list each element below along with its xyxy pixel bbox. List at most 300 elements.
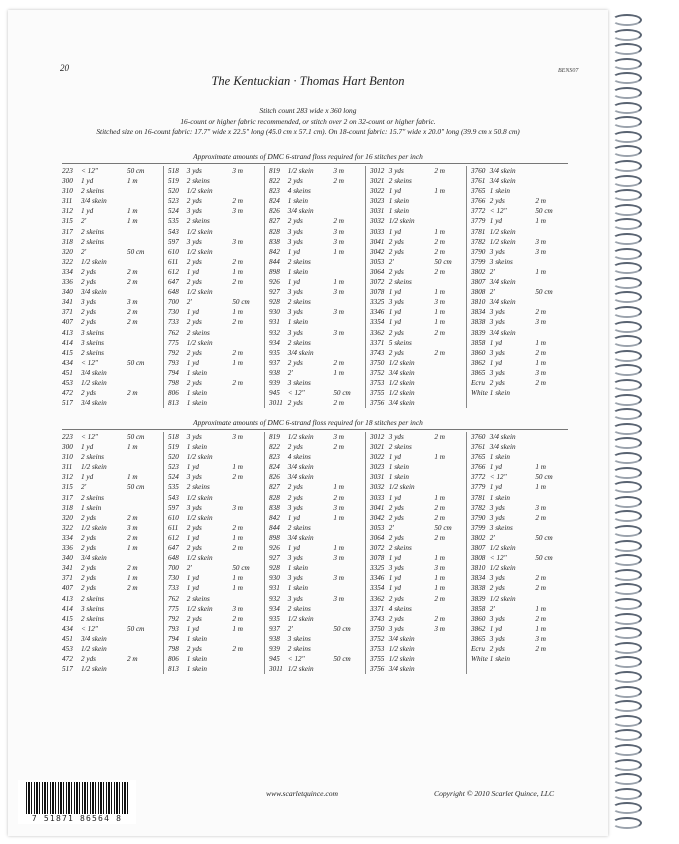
dmc-code: 827 [269,483,280,492]
floss-row [168,543,264,553]
floss-amount: 1 skein [81,503,102,512]
floss-metric: 1 m [434,288,445,297]
floss-amount: 1 skein [388,473,409,482]
floss-metric: 2 m [232,473,243,482]
dmc-code: 3838 [471,584,486,593]
floss-row [471,206,567,216]
floss-metric [232,493,264,503]
dmc-code: 334 [62,267,73,276]
dmc-code: 518 [168,167,179,175]
floss-metric [127,493,159,503]
floss-amount: 1 skein [287,584,308,593]
floss-metric [434,216,466,226]
floss-row [62,388,163,398]
dmc-code: 312 [62,473,73,482]
floss-amount: 1 yd [186,574,199,583]
floss-metric [127,452,159,462]
floss-amount: 2 yds [81,584,96,593]
floss-metric: 2 m [333,177,344,186]
floss-amount: 2' [81,247,87,256]
floss-metric [333,267,365,277]
spiral-coil [612,321,642,333]
floss-metric [434,472,466,482]
floss-metric [333,523,365,533]
floss-metric: 1 m [535,217,546,226]
floss-amount: 2 yds [388,247,404,256]
floss-metric: 50 cm [232,298,250,307]
dmc-code: 3860 [471,348,486,357]
catalog-page [8,10,608,836]
floss-amount: 3 yds [186,167,202,175]
dmc-code: 3023 [370,463,385,472]
floss-metric [535,297,567,307]
floss-row [471,493,567,503]
floss-amount: 1 yd [287,513,300,522]
floss-metric [333,664,365,674]
floss-amount: 1 yd [388,308,401,317]
floss-row [269,166,365,176]
floss-row [370,206,466,216]
floss-amount: 2 yds [81,544,96,553]
floss-metric [535,277,567,287]
floss-row [62,432,163,442]
floss-metric: 2 m [434,167,445,175]
floss-metric [434,358,466,368]
floss-metric [333,634,365,644]
spiral-coil [612,554,642,566]
floss-amount: 1 yd [287,544,300,553]
floss-row [471,257,567,267]
floss-metric: 2 m [434,348,445,357]
floss-row [62,634,163,644]
floss-amount: 1 yd [489,217,502,226]
floss-amount: 1/2 skein [489,544,516,553]
floss-metric: 3 m [232,237,243,246]
floss-amount: 1 skein [489,655,510,664]
floss-row [168,563,264,573]
floss-metric [535,563,567,573]
dmc-code: 844 [269,257,280,266]
floss-row [62,624,163,634]
floss-row [168,247,264,257]
floss-metric [232,247,264,257]
floss-metric: 2 m [535,584,546,593]
floss-amount: 2 skeins [81,594,104,603]
floss-row [168,388,264,398]
floss-amount: 2 yds [186,544,202,553]
floss-row [471,594,567,604]
floss-amount: 1 yd [388,318,401,327]
floss-row [471,654,567,664]
dmc-code: 610 [168,513,179,522]
dmc-code: 3064 [370,267,385,276]
dmc-code: 543 [168,493,179,502]
floss-row [471,166,567,176]
floss-amount: 3 skeins [287,634,311,643]
floss-amount: 2 skeins [186,177,210,186]
floss-metric: 1 m [535,483,546,492]
dmc-code: Ecru [471,378,485,387]
floss-amount: 2 yds [81,278,96,287]
dmc-code: 3354 [370,318,385,327]
dmc-code: 648 [168,554,179,563]
floss-amount: 1 yd [186,533,199,542]
floss-amount: 2 yds [388,513,404,522]
floss-amount: 3/4 skein [489,328,516,337]
floss-metric: 50 cm [535,288,553,297]
dmc-code: 519 [168,443,179,452]
floss-amount: 1 skein [388,197,409,206]
floss-amount: 3/4 skein [489,433,516,441]
floss-row [168,368,264,378]
floss-amount: 2 skeins [81,227,104,236]
floss-metric [232,553,264,563]
floss-row [269,237,365,247]
floss-metric [333,462,365,472]
dmc-code: 935 [269,614,280,623]
floss-row [471,287,567,297]
dmc-code: 3752 [370,634,385,643]
floss-metric: 2 m [232,523,243,532]
floss-amount: 2 yds [287,443,303,452]
dmc-code: 930 [269,308,280,317]
dmc-code: 3772 [471,473,486,482]
dmc-code: 517 [62,399,73,408]
floss-row [370,166,466,176]
floss-metric: 50 cm [127,483,145,492]
dmc-code: 798 [168,378,179,387]
dmc-code: 945 [269,389,280,398]
floss-metric [127,338,159,348]
floss-row [370,472,466,482]
floss-column [365,432,466,674]
floss-metric: 50 cm [535,207,553,216]
dmc-code: 842 [269,513,280,522]
spiral-coil [612,72,642,84]
floss-metric: 2 m [535,197,546,206]
floss-metric: 1 m [434,574,445,583]
floss-metric [127,287,159,297]
floss-amount: < 12" [489,207,507,216]
floss-row [471,216,567,226]
website-link[interactable]: www.scarletquince.com [266,789,338,798]
dmc-code: 938 [269,368,280,377]
floss-row [269,604,365,614]
floss-row [62,378,163,388]
dmc-code: 223 [62,433,73,441]
floss-metric [333,297,365,307]
floss-amount: 3 yds [81,298,96,307]
floss-metric: 2 m [333,493,344,502]
floss-metric: 2 m [434,594,445,603]
floss-metric: 1 m [434,453,445,462]
floss-row [168,348,264,358]
floss-row [168,594,264,604]
floss-metric [535,328,567,338]
floss-row [471,604,567,614]
floss-amount: 2 skeins [186,328,210,337]
dmc-code: 336 [62,278,73,287]
spiral-coil [612,29,642,41]
floss-row [471,297,567,307]
dmc-code: 935 [269,348,280,357]
floss-amount: 2 skeins [287,338,311,347]
barcode-digits: 7 51871 86564 8 [31,814,123,823]
spiral-coil [612,496,642,508]
dmc-code: 828 [269,227,280,236]
dmc-code: 451 [62,634,73,643]
dmc-code: 3756 [370,665,385,674]
floss-row [269,216,365,226]
floss-amount: 2 skeins [81,237,104,246]
spiral-coil [612,700,642,712]
floss-amount: 3 yds [489,308,505,317]
floss-row [370,624,466,634]
floss-row [370,237,466,247]
dmc-code: 610 [168,247,179,256]
floss-amount: 2' [186,564,192,573]
floss-metric: 1 m [535,338,546,347]
floss-amount: 3 yds [186,473,202,482]
floss-row [62,317,163,327]
floss-metric [333,533,365,543]
floss-row [471,543,567,553]
dmc-code: 453 [62,644,73,653]
floss-amount: 2 yds [186,614,202,623]
floss-amount: 1 yd [388,453,401,462]
floss-row [269,176,365,186]
dmc-code: 792 [168,614,179,623]
floss-metric [535,442,567,452]
floss-row [471,358,567,368]
floss-metric: 1 m [434,227,445,236]
dmc-code: 3810 [471,564,486,573]
floss-metric [127,257,159,267]
floss-row [471,267,567,277]
floss-metric: 3 m [333,433,344,441]
dmc-code: White [471,655,488,664]
dmc-code: 3032 [370,217,385,226]
floss-metric [127,398,159,408]
floss-metric [535,227,567,237]
dmc-code: 3761 [471,177,486,186]
floss-amount: 3/4 skein [489,278,516,287]
floss-row [168,227,264,237]
floss-row [62,513,163,523]
floss-amount: 1/2 skein [186,453,213,462]
floss-metric: 1 m [535,358,546,367]
dmc-code: 612 [168,533,179,542]
floss-metric [127,594,159,604]
dmc-code: 824 [269,463,280,472]
floss-metric: 3 m [127,523,138,532]
floss-metric: 50 cm [232,564,250,573]
floss-metric [535,186,567,196]
floss-row [471,533,567,543]
dmc-code: 3839 [471,594,486,603]
floss-row [269,358,365,368]
floss-row [269,553,365,563]
floss-amount: 2 yds [388,237,404,246]
dmc-code: 3078 [370,288,385,297]
floss-amount: 1/2 skein [388,217,415,226]
dmc-code: 827 [269,217,280,226]
dmc-code: 310 [62,187,73,196]
floss-row [370,573,466,583]
floss-amount: 1 skein [287,318,308,327]
dmc-code: 937 [269,624,280,633]
dmc-code: 3838 [471,318,486,327]
floss-row [269,186,365,196]
dmc-code: 612 [168,267,179,276]
spiral-coil [612,773,642,785]
floss-amount: 1 yd [81,207,94,216]
dmc-code: 3022 [370,187,385,196]
floss-amount: 1 skein [388,463,409,472]
floss-row [168,378,264,388]
floss-amount: 1 yd [489,463,502,472]
dmc-code: 3760 [471,433,486,441]
dmc-code: 3325 [370,298,385,307]
spiral-coil [612,481,642,493]
dmc-code: 733 [168,584,179,593]
floss-amount: 1 yd [388,554,401,563]
dmc-code: 317 [62,493,73,502]
floss-row [269,247,365,257]
spiral-coil [612,43,642,55]
dmc-code: 3772 [471,207,486,216]
floss-row [471,378,567,388]
dmc-code: 434 [62,358,73,367]
dmc-code: 413 [62,594,73,603]
dmc-code: 3858 [471,338,486,347]
floss-metric: 1 m [333,368,344,377]
dmc-code: 3031 [370,473,385,482]
floss-row [168,216,264,226]
floss-amount: 3 yds [388,624,404,633]
floss-metric: 2 m [333,217,344,226]
floss-row [168,573,264,583]
floss-amount: 2 yds [81,318,96,327]
floss-amount: 1/2 skein [186,554,213,563]
floss-row [269,543,365,553]
floss-row [269,493,365,503]
floss-amount: < 12" [489,554,507,563]
floss-amount: 3/4 skein [81,554,107,563]
floss-row [62,166,163,176]
floss-row [269,624,365,634]
dmc-code: 315 [62,483,73,492]
floss-amount: 2 skeins [287,257,311,266]
floss-row [168,237,264,247]
floss-row [168,206,264,216]
floss-metric [333,257,365,267]
spiral-coil [612,306,642,318]
floss-row [168,583,264,593]
dmc-code: 341 [62,298,73,307]
dmc-code: 928 [269,564,280,573]
floss-row [471,523,567,533]
floss-metric [535,166,567,176]
dmc-code: 931 [269,584,280,593]
floss-row [471,614,567,624]
dmc-code: 826 [269,473,280,482]
floss-metric: 1 m [232,358,243,367]
floss-row [471,432,567,442]
floss-row [62,176,163,186]
floss-row [471,573,567,583]
floss-metric [333,472,365,482]
dmc-code: 371 [62,308,73,317]
floss-amount: 1/2 skein [388,358,415,367]
floss-amount: 1 yd [388,288,401,297]
floss-row [168,398,264,408]
dmc-code: 3839 [471,328,486,337]
floss-amount: 3 yds [186,433,202,441]
floss-row [168,287,264,297]
floss-row [62,563,163,573]
dmc-code: 823 [269,187,280,196]
stitch-info [8,106,608,138]
floss-amount: 2 skeins [186,217,210,226]
floss-metric: 50 cm [333,655,351,664]
floss-metric: 3 m [434,564,445,573]
floss-metric [535,654,567,664]
dmc-code: 844 [269,523,280,532]
floss-row [269,196,365,206]
floss-metric: 50 cm [434,523,452,532]
dmc-code: 300 [62,177,73,186]
floss-amount: 2' [388,523,394,532]
floss-metric: 2 m [434,328,445,337]
dmc-code: 519 [168,177,179,186]
dmc-code: 3807 [471,544,486,553]
spiral-coil [612,802,642,814]
floss-amount: 3 yds [388,167,404,175]
dmc-code: 3865 [471,368,486,377]
floss-amount: 1/2 skein [489,237,516,246]
floss-amount: 2 yds [186,257,202,266]
floss-metric [333,378,365,388]
spiral-coil [612,467,642,479]
dmc-code: 3781 [471,227,486,236]
dmc-code: 3862 [471,358,486,367]
dmc-code: 3753 [370,644,385,653]
floss-amount: 2' [388,257,394,266]
floss-metric [333,348,365,358]
floss-row [471,176,567,186]
floss-row [269,523,365,533]
floss-amount: 1 skein [186,443,207,452]
spiral-coil [612,744,642,756]
floss-metric: 1 m [333,513,344,522]
floss-row [62,503,163,513]
floss-metric: 3 m [333,308,344,317]
floss-metric [127,644,159,654]
floss-row [471,503,567,513]
fabric-recommendation: 16-count or higher fabric recommended, or stitch over 2 on 32-count or higher fabric. [180,116,436,126]
floss-row [62,442,163,452]
dmc-code: 322 [62,257,73,266]
dmc-code: 828 [269,493,280,502]
floss-row [168,432,264,442]
dmc-code: 928 [269,298,280,307]
floss-metric: 3 m [535,634,546,643]
floss-amount: 3 yds [388,433,404,441]
floss-row [471,583,567,593]
floss-metric [232,227,264,237]
floss-amount: 2 yds [81,513,96,522]
